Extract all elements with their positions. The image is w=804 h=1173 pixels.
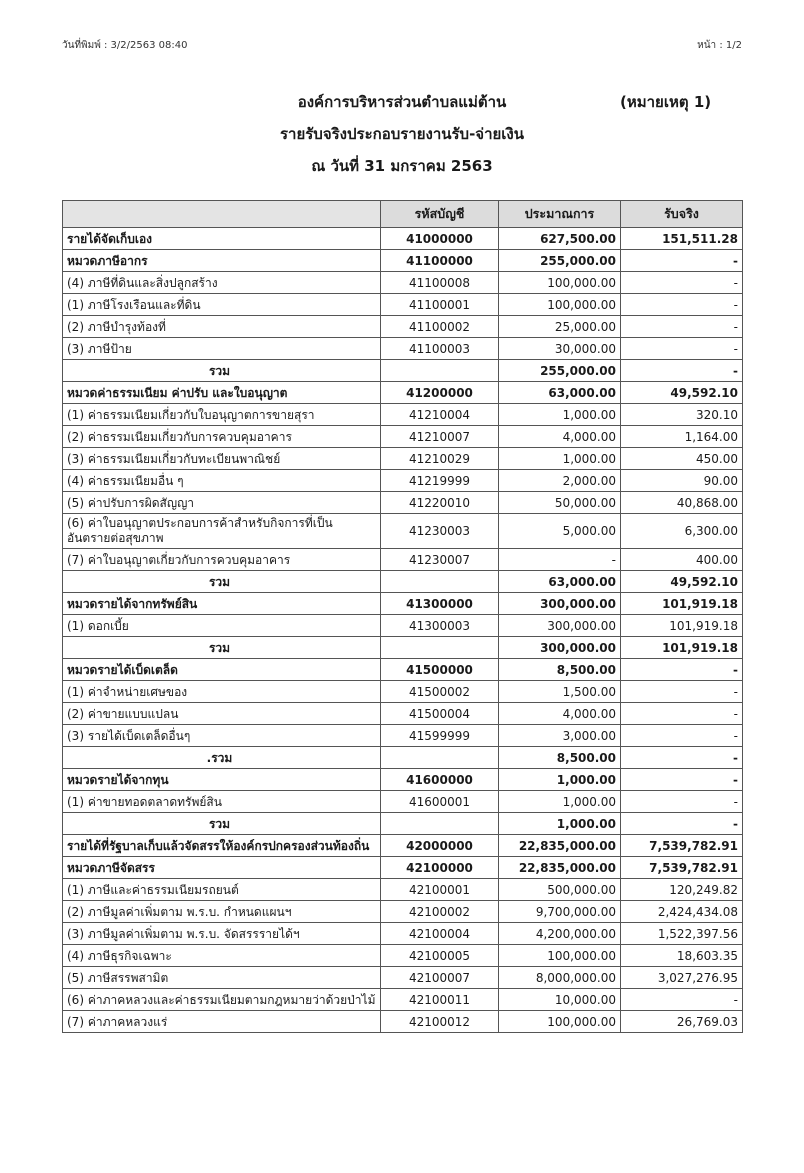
- row-label: (1) ค่าธรรมเนียมเกี่ยวกับใบอนุญาตการขายสุรา: [63, 404, 381, 426]
- row-budget: 100,000.00: [499, 945, 621, 967]
- row-label: (3) ภาษีมูลค่าเพิ่มตาม พ.ร.บ. จัดสรรรายได้ฯ: [63, 923, 381, 945]
- table-category-row: [63, 382, 743, 404]
- row-actual: -: [621, 989, 743, 1011]
- row-actual: 450.00: [621, 448, 743, 470]
- table-header-row: [63, 201, 743, 228]
- row-label: (4) ค่าธรรมเนียมอื่น ๆ: [63, 470, 381, 492]
- row-label: (6) ค่าภาคหลวงและค่าธรรมเนียมตามกฎหมายว่าด้วยป่าไม้: [63, 989, 381, 1011]
- row-code: [381, 637, 499, 659]
- row-budget: 255,000.00: [499, 360, 621, 382]
- row-actual: 6,300.00: [621, 514, 743, 549]
- row-code: 41210007: [381, 426, 499, 448]
- row-actual: -: [621, 681, 743, 703]
- table-category-row: [63, 228, 743, 250]
- row-actual: -: [621, 791, 743, 813]
- row-budget: 255,000.00: [499, 250, 621, 272]
- note-label: (หมายเหตุ 1): [620, 93, 712, 111]
- table-category-row: [63, 250, 743, 272]
- row-budget: 8,000,000.00: [499, 967, 621, 989]
- row-actual: 1,522,397.56: [621, 923, 743, 945]
- table-row: [63, 1011, 743, 1033]
- row-actual: 400.00: [621, 549, 743, 571]
- row-label: (3) ภาษีป้าย: [63, 338, 381, 360]
- table-row: [63, 681, 743, 703]
- row-budget: 300,000.00: [499, 615, 621, 637]
- row-label: (3) รายได้เบ็ดเตล็ดอื่นๆ: [63, 725, 381, 747]
- row-budget: 8,500.00: [499, 659, 621, 681]
- row-label: .รวม: [63, 747, 381, 769]
- revenue-table: [62, 200, 743, 1033]
- org-name: องค์การบริหารส่วนตำบลแม่ต้าน: [297, 93, 507, 111]
- row-code: 42100007: [381, 967, 499, 989]
- row-actual: 49,592.10: [621, 571, 743, 593]
- table-category-row: [63, 659, 743, 681]
- header-label: [63, 201, 381, 228]
- row-budget: 100,000.00: [499, 1011, 621, 1033]
- row-budget: 30,000.00: [499, 338, 621, 360]
- row-label: หมวดภาษีจัดสรร: [63, 857, 381, 879]
- row-actual: 101,919.18: [621, 637, 743, 659]
- row-actual: -: [621, 703, 743, 725]
- row-label: (2) ภาษีบำรุงท้องที่: [63, 316, 381, 338]
- row-code: 41230007: [381, 549, 499, 571]
- row-label: (1) ค่าขายทอดตลาดทรัพย์สิน: [63, 791, 381, 813]
- row-code: 41100003: [381, 338, 499, 360]
- print-date: วันที่พิมพ์ : 3/2/2563 08:40: [62, 40, 188, 51]
- row-code: 42100000: [381, 857, 499, 879]
- row-code: 41500002: [381, 681, 499, 703]
- row-budget: 63,000.00: [499, 382, 621, 404]
- row-budget: 22,835,000.00: [499, 857, 621, 879]
- row-code: 41000000: [381, 228, 499, 250]
- row-budget: 4,000.00: [499, 426, 621, 448]
- table-total-row: [63, 637, 743, 659]
- row-actual: 18,603.35: [621, 945, 743, 967]
- row-label: รายได้จัดเก็บเอง: [63, 228, 381, 250]
- row-actual: 120,249.82: [621, 879, 743, 901]
- row-code: 41100001: [381, 294, 499, 316]
- row-actual: 101,919.18: [621, 593, 743, 615]
- table-row: [63, 967, 743, 989]
- table-row: [63, 989, 743, 1011]
- table-total-row: [63, 747, 743, 769]
- row-code: 42100005: [381, 945, 499, 967]
- table-row: [63, 945, 743, 967]
- row-code: 42000000: [381, 835, 499, 857]
- row-actual: 40,868.00: [621, 492, 743, 514]
- table-total-row: [63, 571, 743, 593]
- row-code: 42100001: [381, 879, 499, 901]
- row-budget: 63,000.00: [499, 571, 621, 593]
- row-code: 41200000: [381, 382, 499, 404]
- row-budget: 300,000.00: [499, 593, 621, 615]
- row-code: [381, 813, 499, 835]
- row-actual: -: [621, 360, 743, 382]
- row-code: 41600001: [381, 791, 499, 813]
- row-label: (3) ค่าธรรมเนียมเกี่ยวกับทะเบียนพาณิชย์: [63, 448, 381, 470]
- row-label: หมวดค่าธรรมเนียม ค่าปรับ และใบอนุญาต: [63, 382, 381, 404]
- row-label: (7) ค่าใบอนุญาตเกี่ยวกับการควบคุมอาคาร: [63, 549, 381, 571]
- row-budget: 3,000.00: [499, 725, 621, 747]
- row-code: [381, 360, 499, 382]
- row-code: 41599999: [381, 725, 499, 747]
- row-actual: -: [621, 294, 743, 316]
- row-actual: 26,769.03: [621, 1011, 743, 1033]
- row-code: 42100002: [381, 901, 499, 923]
- row-actual: -: [621, 250, 743, 272]
- row-budget: 1,000.00: [499, 813, 621, 835]
- table-category-row: [63, 769, 743, 791]
- table-row: [63, 923, 743, 945]
- row-actual: 2,424,434.08: [621, 901, 743, 923]
- row-code: [381, 571, 499, 593]
- row-label: (1) ภาษีโรงเรือนและที่ดิน: [63, 294, 381, 316]
- page-number: หน้า : 1/2: [697, 40, 742, 51]
- table-row: [63, 492, 743, 514]
- row-label: (1) ค่าจำหน่ายเศษของ: [63, 681, 381, 703]
- table-category-row: [63, 857, 743, 879]
- row-code: 41219999: [381, 470, 499, 492]
- row-label: หมวดรายได้จากทุน: [63, 769, 381, 791]
- row-label: หมวดภาษีอากร: [63, 250, 381, 272]
- table-row: [63, 448, 743, 470]
- row-budget: -: [499, 549, 621, 571]
- row-label: (1) ดอกเบี้ย: [63, 615, 381, 637]
- row-actual: -: [621, 747, 743, 769]
- row-label: (4) ภาษีธุรกิจเฉพาะ: [63, 945, 381, 967]
- row-budget: 300,000.00: [499, 637, 621, 659]
- row-budget: 25,000.00: [499, 316, 621, 338]
- row-actual: -: [621, 725, 743, 747]
- row-budget: 100,000.00: [499, 294, 621, 316]
- row-code: 41230003: [381, 514, 499, 549]
- row-label: รวม: [63, 813, 381, 835]
- table-row: [63, 791, 743, 813]
- table-total-row: [63, 813, 743, 835]
- row-label: รวม: [63, 571, 381, 593]
- row-actual: 151,511.28: [621, 228, 743, 250]
- table-body: [63, 228, 743, 1033]
- row-budget: 4,000.00: [499, 703, 621, 725]
- row-actual: 90.00: [621, 470, 743, 492]
- row-actual: -: [621, 659, 743, 681]
- row-actual: -: [621, 769, 743, 791]
- row-actual: -: [621, 272, 743, 294]
- row-code: 41600000: [381, 769, 499, 791]
- table-row: [63, 470, 743, 492]
- row-actual: 49,592.10: [621, 382, 743, 404]
- row-budget: 1,000.00: [499, 791, 621, 813]
- table-row: [63, 703, 743, 725]
- table-row: [63, 404, 743, 426]
- table-category-row: [63, 593, 743, 615]
- row-code: 41210004: [381, 404, 499, 426]
- row-budget: 2,000.00: [499, 470, 621, 492]
- row-label: (2) ค่าธรรมเนียมเกี่ยวกับการควบคุมอาคาร: [63, 426, 381, 448]
- header-code: รหัสบัญชี: [381, 201, 499, 228]
- row-budget: 100,000.00: [499, 272, 621, 294]
- row-code: 41300003: [381, 615, 499, 637]
- row-budget: 5,000.00: [499, 514, 621, 549]
- row-actual: 7,539,782.91: [621, 835, 743, 857]
- report-date: ณ วันที่ 31 มกราคม 2563: [311, 157, 493, 175]
- row-code: 41100008: [381, 272, 499, 294]
- row-code: 41300000: [381, 593, 499, 615]
- table-row: [63, 338, 743, 360]
- row-budget: 500,000.00: [499, 879, 621, 901]
- row-budget: 22,835,000.00: [499, 835, 621, 857]
- table-row: [63, 426, 743, 448]
- row-code: 42100004: [381, 923, 499, 945]
- row-actual: 3,027,276.95: [621, 967, 743, 989]
- row-budget: 4,200,000.00: [499, 923, 621, 945]
- row-budget: 1,000.00: [499, 769, 621, 791]
- row-code: [381, 747, 499, 769]
- row-label: (4) ภาษีที่ดินและสิ่งปลูกสร้าง: [63, 272, 381, 294]
- row-code: 41100000: [381, 250, 499, 272]
- row-budget: 9,700,000.00: [499, 901, 621, 923]
- row-code: 42100011: [381, 989, 499, 1011]
- row-label: (6) ค่าใบอนุญาตประกอบการค้าสำหรับกิจการที่เป็นอันตรายต่อสุขภาพ: [63, 514, 381, 549]
- row-label: (1) ภาษีและค่าธรรมเนียมรถยนต์: [63, 879, 381, 901]
- row-budget: 1,000.00: [499, 404, 621, 426]
- row-code: 41100002: [381, 316, 499, 338]
- table-row: [63, 316, 743, 338]
- table-total-row: [63, 360, 743, 382]
- row-actual: -: [621, 338, 743, 360]
- table-row: [63, 294, 743, 316]
- table-row: [63, 272, 743, 294]
- row-label: (7) ค่าภาคหลวงแร่: [63, 1011, 381, 1033]
- row-label: (2) ภาษีมูลค่าเพิ่มตาม พ.ร.บ. กำหนดแผนฯ: [63, 901, 381, 923]
- row-budget: 627,500.00: [499, 228, 621, 250]
- row-actual: 1,164.00: [621, 426, 743, 448]
- row-code: 41210029: [381, 448, 499, 470]
- row-label: รวม: [63, 637, 381, 659]
- row-label: (5) ค่าปรับการผิดสัญญา: [63, 492, 381, 514]
- row-label: (2) ค่าขายแบบแปลน: [63, 703, 381, 725]
- row-actual: -: [621, 316, 743, 338]
- row-actual: 320.10: [621, 404, 743, 426]
- table-row: [63, 879, 743, 901]
- row-label: หมวดรายได้จากทรัพย์สิน: [63, 593, 381, 615]
- table-row: [63, 549, 743, 571]
- row-actual: 101,919.18: [621, 615, 743, 637]
- row-code: 41220010: [381, 492, 499, 514]
- row-budget: 50,000.00: [499, 492, 621, 514]
- header-actual: รับจริง: [621, 201, 743, 228]
- table-row: [63, 901, 743, 923]
- row-label: (5) ภาษีสรรพสามิต: [63, 967, 381, 989]
- table-row: [63, 725, 743, 747]
- header-budget: ประมาณการ: [499, 201, 621, 228]
- row-budget: 8,500.00: [499, 747, 621, 769]
- row-label: หมวดรายได้เบ็ดเตล็ด: [63, 659, 381, 681]
- row-label: รวม: [63, 360, 381, 382]
- table-row: [63, 615, 743, 637]
- row-budget: 1,000.00: [499, 448, 621, 470]
- row-code: 41500004: [381, 703, 499, 725]
- report-title: รายรับจริงประกอบรายงานรับ-จ่ายเงิน: [279, 125, 525, 143]
- row-code: 41500000: [381, 659, 499, 681]
- table-category-row: [63, 835, 743, 857]
- row-actual: -: [621, 813, 743, 835]
- row-budget: 10,000.00: [499, 989, 621, 1011]
- row-budget: 1,500.00: [499, 681, 621, 703]
- row-code: 42100012: [381, 1011, 499, 1033]
- row-actual: 7,539,782.91: [621, 857, 743, 879]
- row-label: รายได้ที่รัฐบาลเก็บแล้วจัดสรรให้องค์กรปกครองส่วนท้องถิ่น: [63, 835, 381, 857]
- table-row: [63, 514, 743, 549]
